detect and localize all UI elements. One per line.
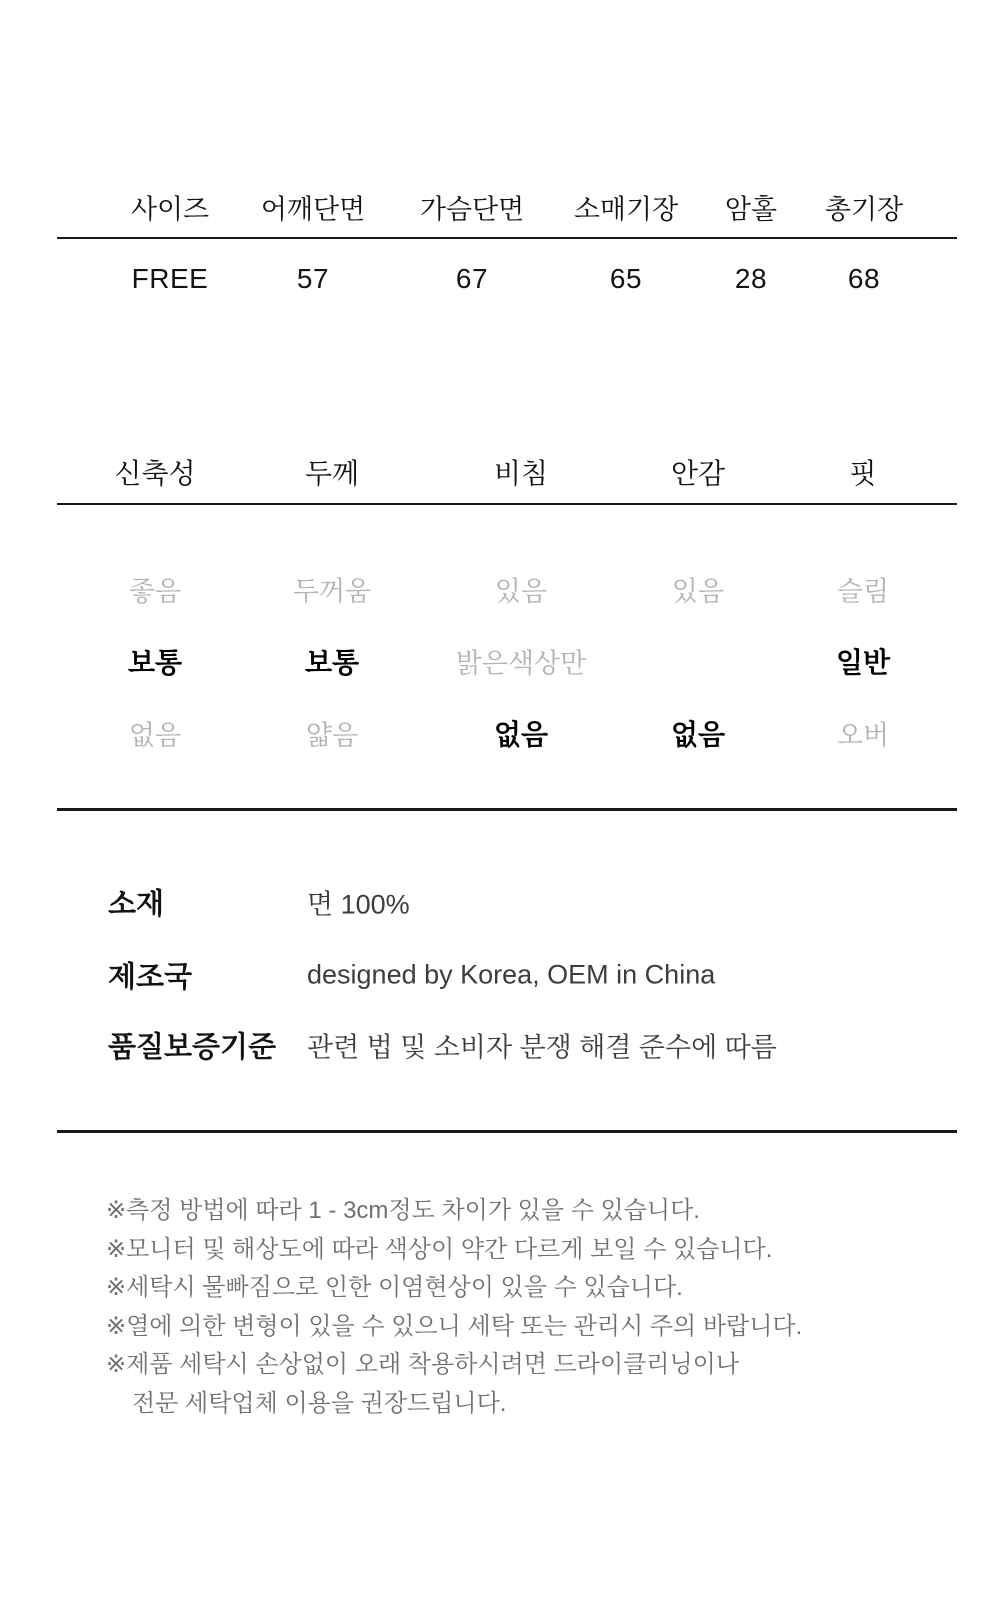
info-section-bottom-divider — [57, 1130, 957, 1133]
prop-col-fit: 핏 — [849, 458, 877, 489]
info-label-origin: 제조국 — [108, 961, 193, 994]
prop-col-elasticity: 신축성 — [114, 458, 196, 489]
note-dry-cleaning-continued: 전문 세탁업체 이용을 권장드립니다. — [132, 1389, 507, 1417]
prop-option: 있음 — [494, 576, 548, 607]
note-dry-cleaning: ※제품 세탁시 손상없이 오래 착용하시려면 드라이클리닝이나 — [106, 1351, 740, 1378]
size-value-chest: 67 — [455, 263, 489, 294]
info-row-warranty — [108, 1025, 777, 1066]
prop-option: 없음 — [128, 720, 182, 751]
prop-option-selected: 보통 — [127, 647, 183, 678]
size-value-sleeve: 65 — [609, 263, 643, 294]
info-label-warranty: 품질보증기준 — [108, 1031, 277, 1064]
note-monitor-color: ※모니터 및 해상도에 따라 색상이 약간 다르게 보일 수 있습니다. — [106, 1235, 773, 1263]
property-table-divider — [57, 503, 957, 505]
size-col-sleeve: 소매기장 — [573, 194, 679, 225]
note-wash-bleed: ※세탁시 물빠짐으로 인한 이염현상이 있을 수 있습니다. — [106, 1274, 683, 1301]
info-value-material: 면 100% — [307, 889, 410, 920]
prop-col-sheerness: 비침 — [493, 458, 549, 489]
info-value-warranty: 관련 법 및 소비자 분쟁 해결 준수에 따름 — [307, 1032, 777, 1063]
size-col-armhole: 암홀 — [724, 194, 778, 225]
size-col-size: 사이즈 — [130, 194, 210, 225]
property-table-bottom-divider — [57, 808, 957, 811]
notes-section — [106, 1192, 802, 1423]
prop-option: 슬림 — [836, 576, 890, 607]
prop-option: 좋음 — [128, 576, 182, 607]
size-col-shoulder: 어깨단면 — [260, 194, 366, 225]
size-value-free: FREE — [131, 263, 209, 294]
size-col-length: 총기장 — [824, 194, 904, 225]
prop-option: 두꺼움 — [292, 576, 372, 607]
size-value-length: 68 — [847, 263, 881, 294]
prop-col-thickness: 두께 — [304, 458, 360, 489]
note-measurement: ※측정 방법에 따라 1 - 3cm정도 차이가 있을 수 있습니다. — [106, 1197, 700, 1224]
prop-option-selected: 없음 — [670, 719, 726, 750]
size-value-armhole: 28 — [734, 263, 768, 294]
info-label-material: 소재 — [108, 888, 165, 921]
info-row-material — [108, 882, 410, 923]
prop-option-selected: 보통 — [304, 647, 360, 678]
prop-option: 얇음 — [305, 720, 359, 751]
prop-col-lining: 안감 — [670, 458, 726, 489]
info-row-origin — [108, 955, 715, 996]
note-heat-deform: ※열에 의한 변형이 있을 수 있으니 세탁 또는 관리시 주의 바랍니다. — [106, 1312, 803, 1340]
size-table-divider — [57, 237, 957, 239]
size-value-shoulder: 57 — [296, 263, 330, 294]
prop-option: 밝은색상만 — [455, 648, 587, 679]
prop-option: 있음 — [671, 576, 725, 607]
prop-option: 오버 — [836, 720, 890, 751]
info-value-origin: designed by Korea, OEM in China — [307, 959, 716, 990]
size-col-chest: 가슴단면 — [419, 194, 525, 225]
prop-option-selected: 일반 — [835, 647, 891, 678]
prop-option-selected: 없음 — [493, 719, 549, 750]
